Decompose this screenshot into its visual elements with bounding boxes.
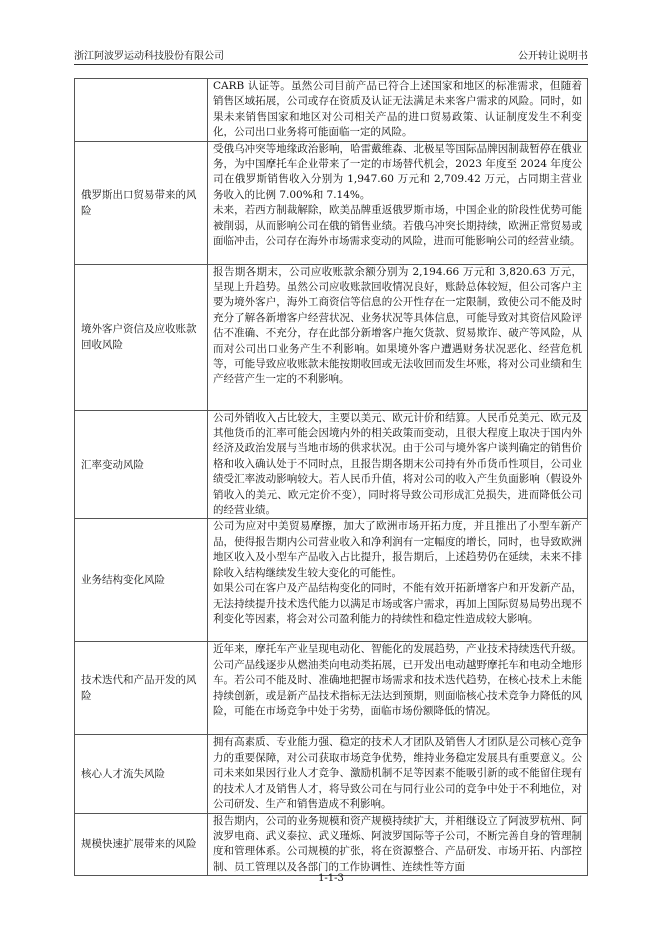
risk-table [74, 78, 588, 876]
risk-paragraph: CARB 认证等。虽然公司目前产品已符合上述国家和地区的标准需求，但随着销售区域拓展，公司或存在资质及认证无法满足未来客户需求的风险。同时，如果未来销售国家和地区对公司相关产品的进口贸易政策、认证制度发生不利变化，公司出口业务将可能面临一定的风险。 [213, 80, 582, 139]
risk-paragraph: 拥有高素质、专业能力强、稳定的技术人才团队及销售人才团队是公司核心竞争力的重要保障，对公司获取市场竞争优势，维持业务稳定发展具有重要意义。公司未来如果因行业人才竞争、激励机制不足等因素不能吸引新的或不能留住现有的技术人才及销售人才，将导致公司在与同行业公司的竞争中处于不利地位，对公司研发、生产和销售造成不利影响。 [213, 736, 582, 811]
risk-row [75, 735, 588, 813]
risk-name: 境外客户资信及应收账款回收风险 [75, 264, 208, 410]
risk-name: 汇率变动风险 [75, 410, 208, 519]
risk-paragraph: 受俄乌冲突等地缘政治影响，哈雷戴维森、北极星等国际品牌因制裁暂停在俄业务，为中国摩托车企业带来了一定的市场替代机会，2023 年度至 2024 年度公司在俄罗斯销售收入分别为 1,947.60 万元和 2,709.42 万元，占同期主营业务收入的比例 7.00%和 7.14%。 [213, 142, 582, 201]
risk-description [208, 264, 588, 410]
risk-paragraph: 未来，若西方制裁解除，欧美品牌重返俄罗斯市场，中国企业的阶段性优势可能被削弱，从而影响公司在俄的销售业绩。若俄乌冲突长期持续，欧洲正常贸易或面临冲击，公司存在海外市场需求变动的风险，进而可能影响公司的经营业绩。 [213, 204, 582, 248]
risk-paragraph: 报告期内，公司的业务规模和资产规模持续扩大，并相继设立了阿波罗杭州、阿波罗电商、武义泰拉、武义瑾烁、阿波罗国际等子公司，不断完善自身的管理制度和管理体系。公司规模的扩张，将在资源整合、产品研发、市场开拓、内部控制、员工管理以及各部门的工作协调性、连续性等方面 [213, 814, 582, 873]
risk-description [208, 410, 588, 519]
risk-row [75, 519, 588, 642]
risk-row [75, 141, 588, 264]
risk-description [208, 79, 588, 142]
risk-paragraph: 近年来，摩托车产业呈现电动化、智能化的发展趋势，产业技术持续迭代升级。公司产品线逐步从燃油类向电动类拓展，已开发出电动越野摩托车和电动全地形车。若公司不能及时、准确地把握市场需求和技术迭代趋势，在核心技术上未能持续创新，或是新产品技术指标无法达到预期，则面临核心技术竞争力降低的风险，可能在市场竞争中处于劣势，面临市场份额降低的情况。 [213, 643, 582, 718]
risk-description [208, 642, 588, 735]
page-header [74, 44, 588, 62]
risk-row [75, 79, 588, 142]
risk-name: 规模快速扩展带来的风险 [75, 813, 208, 876]
risk-name: 业务结构变化风险 [75, 519, 208, 642]
risk-row [75, 813, 588, 876]
risk-description [208, 813, 588, 876]
risk-description [208, 141, 588, 264]
risk-row [75, 642, 588, 735]
risk-name: 俄罗斯出口贸易带来的风险 [75, 141, 208, 264]
risk-name: 技术迭代和产品开发的风险 [75, 642, 208, 735]
risk-row [75, 264, 588, 410]
risk-paragraph: 如果公司在客户及产品结构变化的同时，不能有效开拓新增客户和开发新产品，无法持续提升技术迭代能力以满足市场或客户需求，再加上国际贸易局势出现不利变化等因素，将会对公司盈利能力的持续性和稳定性造成较大影响。 [213, 582, 582, 625]
risk-name [75, 79, 208, 142]
company-name: 浙江阿波罗运动科技股份有限公司 [74, 51, 224, 62]
document-title: 公开转让说明书 [518, 51, 588, 62]
risk-name: 核心人才流失风险 [75, 735, 208, 813]
risk-description [208, 735, 588, 813]
risk-row [75, 410, 588, 519]
risk-paragraph: 公司外销收入占比较大，主要以美元、欧元计价和结算。人民币兑美元、欧元及其他货币的汇率可能会因境内外的相关政策而变动，且很大程度上取决于国内外经济及政治发展与当地市场的供求状况。由于公司与境外客户谈判确定的销售价格和收入确认处于不同时点，且报告期各期末公司持有外币货币性项目，公司业绩受汇率波动影响较大。若人民币升值，将对公司的收入产生负面影响（假设外销收入的美元、欧元定价不变），同时将导致公司形成汇兑损失，进而降低公司的经营业绩。 [213, 411, 582, 517]
header-rule [74, 64, 588, 65]
risk-paragraph: 报告期各期末，公司应收账款余额分别为 2,194.66 万元和 3,820.63 万元，呈现上升趋势。虽然公司应收账款回收情况良好，账龄总体较短，但公司客户主要为境外客户，海外工商资信等信息的公开性存在一定限制，致使公司不能及时充分了解各新增客户经营状况、业务状况等具体信息，可能导致对其资信风险评估不准确、不充分，存在此部分新增客户拖欠货款、贸易欺诈、破产等风险，从而对公司出口业务产生不利影响。如果境外客户遭遇财务状况恶化、经营危机等，可能导致应收账款未能按期收回或无法收回而发生坏账，将对公司业绩和生产经营产生一定的不利影响。 [213, 265, 582, 386]
risk-description [208, 519, 588, 642]
risk-paragraph: 公司为应对中美贸易摩擦，加大了欧洲市场开拓力度，并且推出了小型车新产品，使得报告期内公司营业收入和净利润有一定幅度的增长，同时，也导致欧洲地区收入及小型车产品收入占比提升，报告期后，上述趋势仍在延续，未来不排除收入结构继续发生较大变化的可能性。 [213, 520, 582, 579]
page-number: 1-1-3 [318, 873, 344, 884]
